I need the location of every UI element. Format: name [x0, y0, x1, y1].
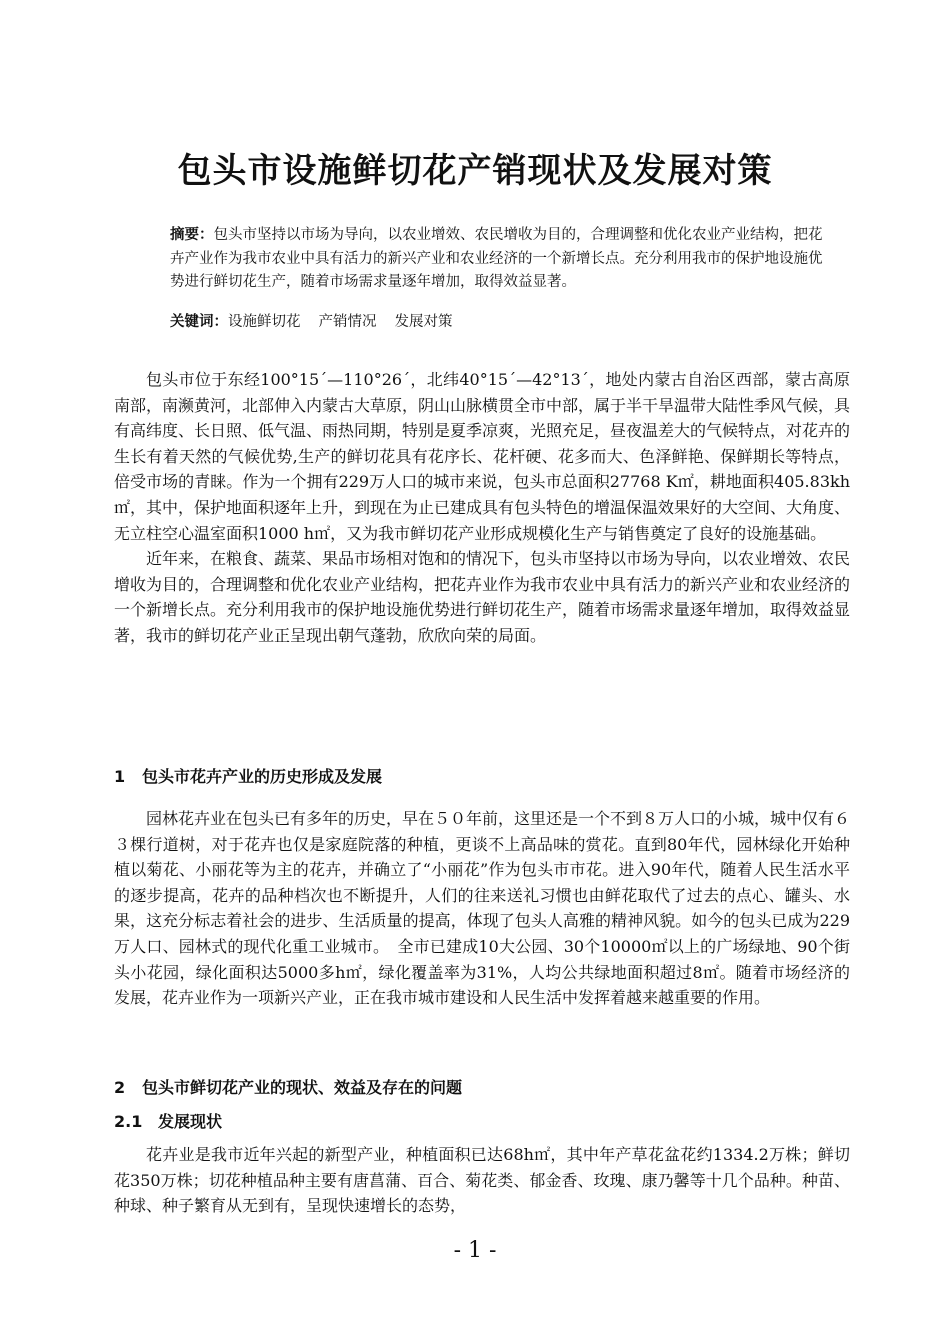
section-1-heading	[114, 765, 850, 789]
section-2-1-title: 发展现状	[158, 1112, 223, 1131]
keyword-item: 设施鲜切花	[228, 314, 301, 330]
intro-section	[114, 367, 850, 649]
section-1-body	[114, 806, 850, 1011]
abstract-text: 包头市坚持以市场为导向，以农业增效、农民增收为目的，合理调整和优化农业产业结构，把花卉产业作为我市农业中具有活力的新兴产业和农业经济的一个新增长点。充分利用我市的保护地设施优势进行鲜切花生产，随着市场需求量逐年增加，取得效益显著。	[170, 227, 823, 290]
abstract	[170, 224, 832, 295]
section-2-1-paragraph: 花卉业是我市近年兴起的新型产业，种植面积已达68h㎡，其中年产草花盆花约1334.2万株；鲜切花350万株；切花种植品种主要有唐菖蒲、百合、菊花类、郁金香、玫瑰、康乃馨等十几个品种。种苗、种球、种子繁育从无到有，呈现快速增长的态势，	[114, 1145, 850, 1216]
document-title: 包头市设施鲜切花产销现状及发展对策	[177, 151, 773, 191]
keywords-label: 关键词：	[170, 314, 228, 330]
section-2-title: 包头市鲜切花产业的现状、效益及存在的问题	[142, 1078, 463, 1097]
section-1-title: 包头市花卉产业的历史形成及发展	[142, 767, 383, 786]
intro-paragraph-2: 近年来，在粮食、蔬菜、果品市场相对饱和的情况下，包头市坚持以市场为导向，以农业增效、农民增收为目的，合理调整和优化农业产业结构，把花卉业作为我市农业中具有活力的新兴产业和农业经济的一个新增长点。充分利用我市的保护地设施优势进行鲜切花生产，随着市场需求量逐年增加，取得效益显著，我市的鲜切花产业正呈现出朝气蓬勃，欣欣向荣的局面。	[114, 549, 851, 645]
page-number: - 1 -	[453, 1238, 497, 1263]
section-2-1-number: 2.1	[114, 1112, 143, 1131]
section-2-number: 2	[114, 1078, 126, 1097]
keyword-item: 发展对策	[394, 314, 453, 330]
abstract-label: 摘要：	[170, 227, 214, 243]
section-2-heading	[114, 1076, 850, 1100]
keywords	[170, 311, 832, 334]
keyword-item: 产销情况	[318, 314, 377, 330]
section-2-1-heading	[114, 1110, 850, 1134]
section-2-1-body	[114, 1142, 850, 1219]
intro-paragraph-1: 包头市位于东经100°15´—110°26´，北纬40°15´—42°13´，地处内蒙古自治区西部，蒙古高原南部，南濒黄河，北部伸入内蒙古大草原，阴山山脉横贯全市中部，属于半干旱温带大陆性季风气候，具有高纬度、长日照、低气温、雨热同期，特别是夏季凉爽，光照充足，昼夜温差大的气候特点，对花卉的生长有着天然的气候优势,生产的鲜切花具有花序长、花杆硬、花多而大、色泽鲜艳、保鲜期长等特点，倍受市场的青睐。作为一个拥有229万人口的城市来说，包头市总面积27768 K㎡，耕地面积405.83kh㎡，其中，保护地面积逐年上升，到现在为止已建成具有包头特色的增温保温效果好的大空间、大角度、无立柱空心温室面积1000 h㎡，又为我市鲜切花产业形成规模化生产与销售奠定了良好的设施基础。	[114, 370, 851, 543]
section-1-paragraph: 园林花卉业在包头已有多年的历史，早在５０年前，这里还是一个不到８万人口的小城，城中仅有６３棵行道树，对于花卉也仅是家庭院落的种植，更谈不上高品味的赏花。直到80年代，园林绿化开始种植以菊花、小丽花等为主的花卉，并确立了“小丽花”作为包头市市花。进入90年代，随着人民生活水平的逐步提高，花卉的品种档次也不断提升，人们的往来送礼习惯也由鲜花取代了过去的点心、罐头、水果，这充分标志着社会的进步、生活质量的提高，体现了包头人高雅的精神风貌。如今的包头已成为229万人口、园林式的现代化重工业城市。 全市已建成10大公园、30个10000㎡以上的广场绿地、90个街头小花园，绿化面积达5000多h㎡，绿化覆盖率为31%，人均公共绿地面积超过8㎡。随着市场经济的发展，花卉业作为一项新兴产业，正在我市城市建设和人民生活中发挥着越来越重要的作用。	[114, 809, 851, 1008]
section-1-number: 1	[114, 767, 126, 786]
